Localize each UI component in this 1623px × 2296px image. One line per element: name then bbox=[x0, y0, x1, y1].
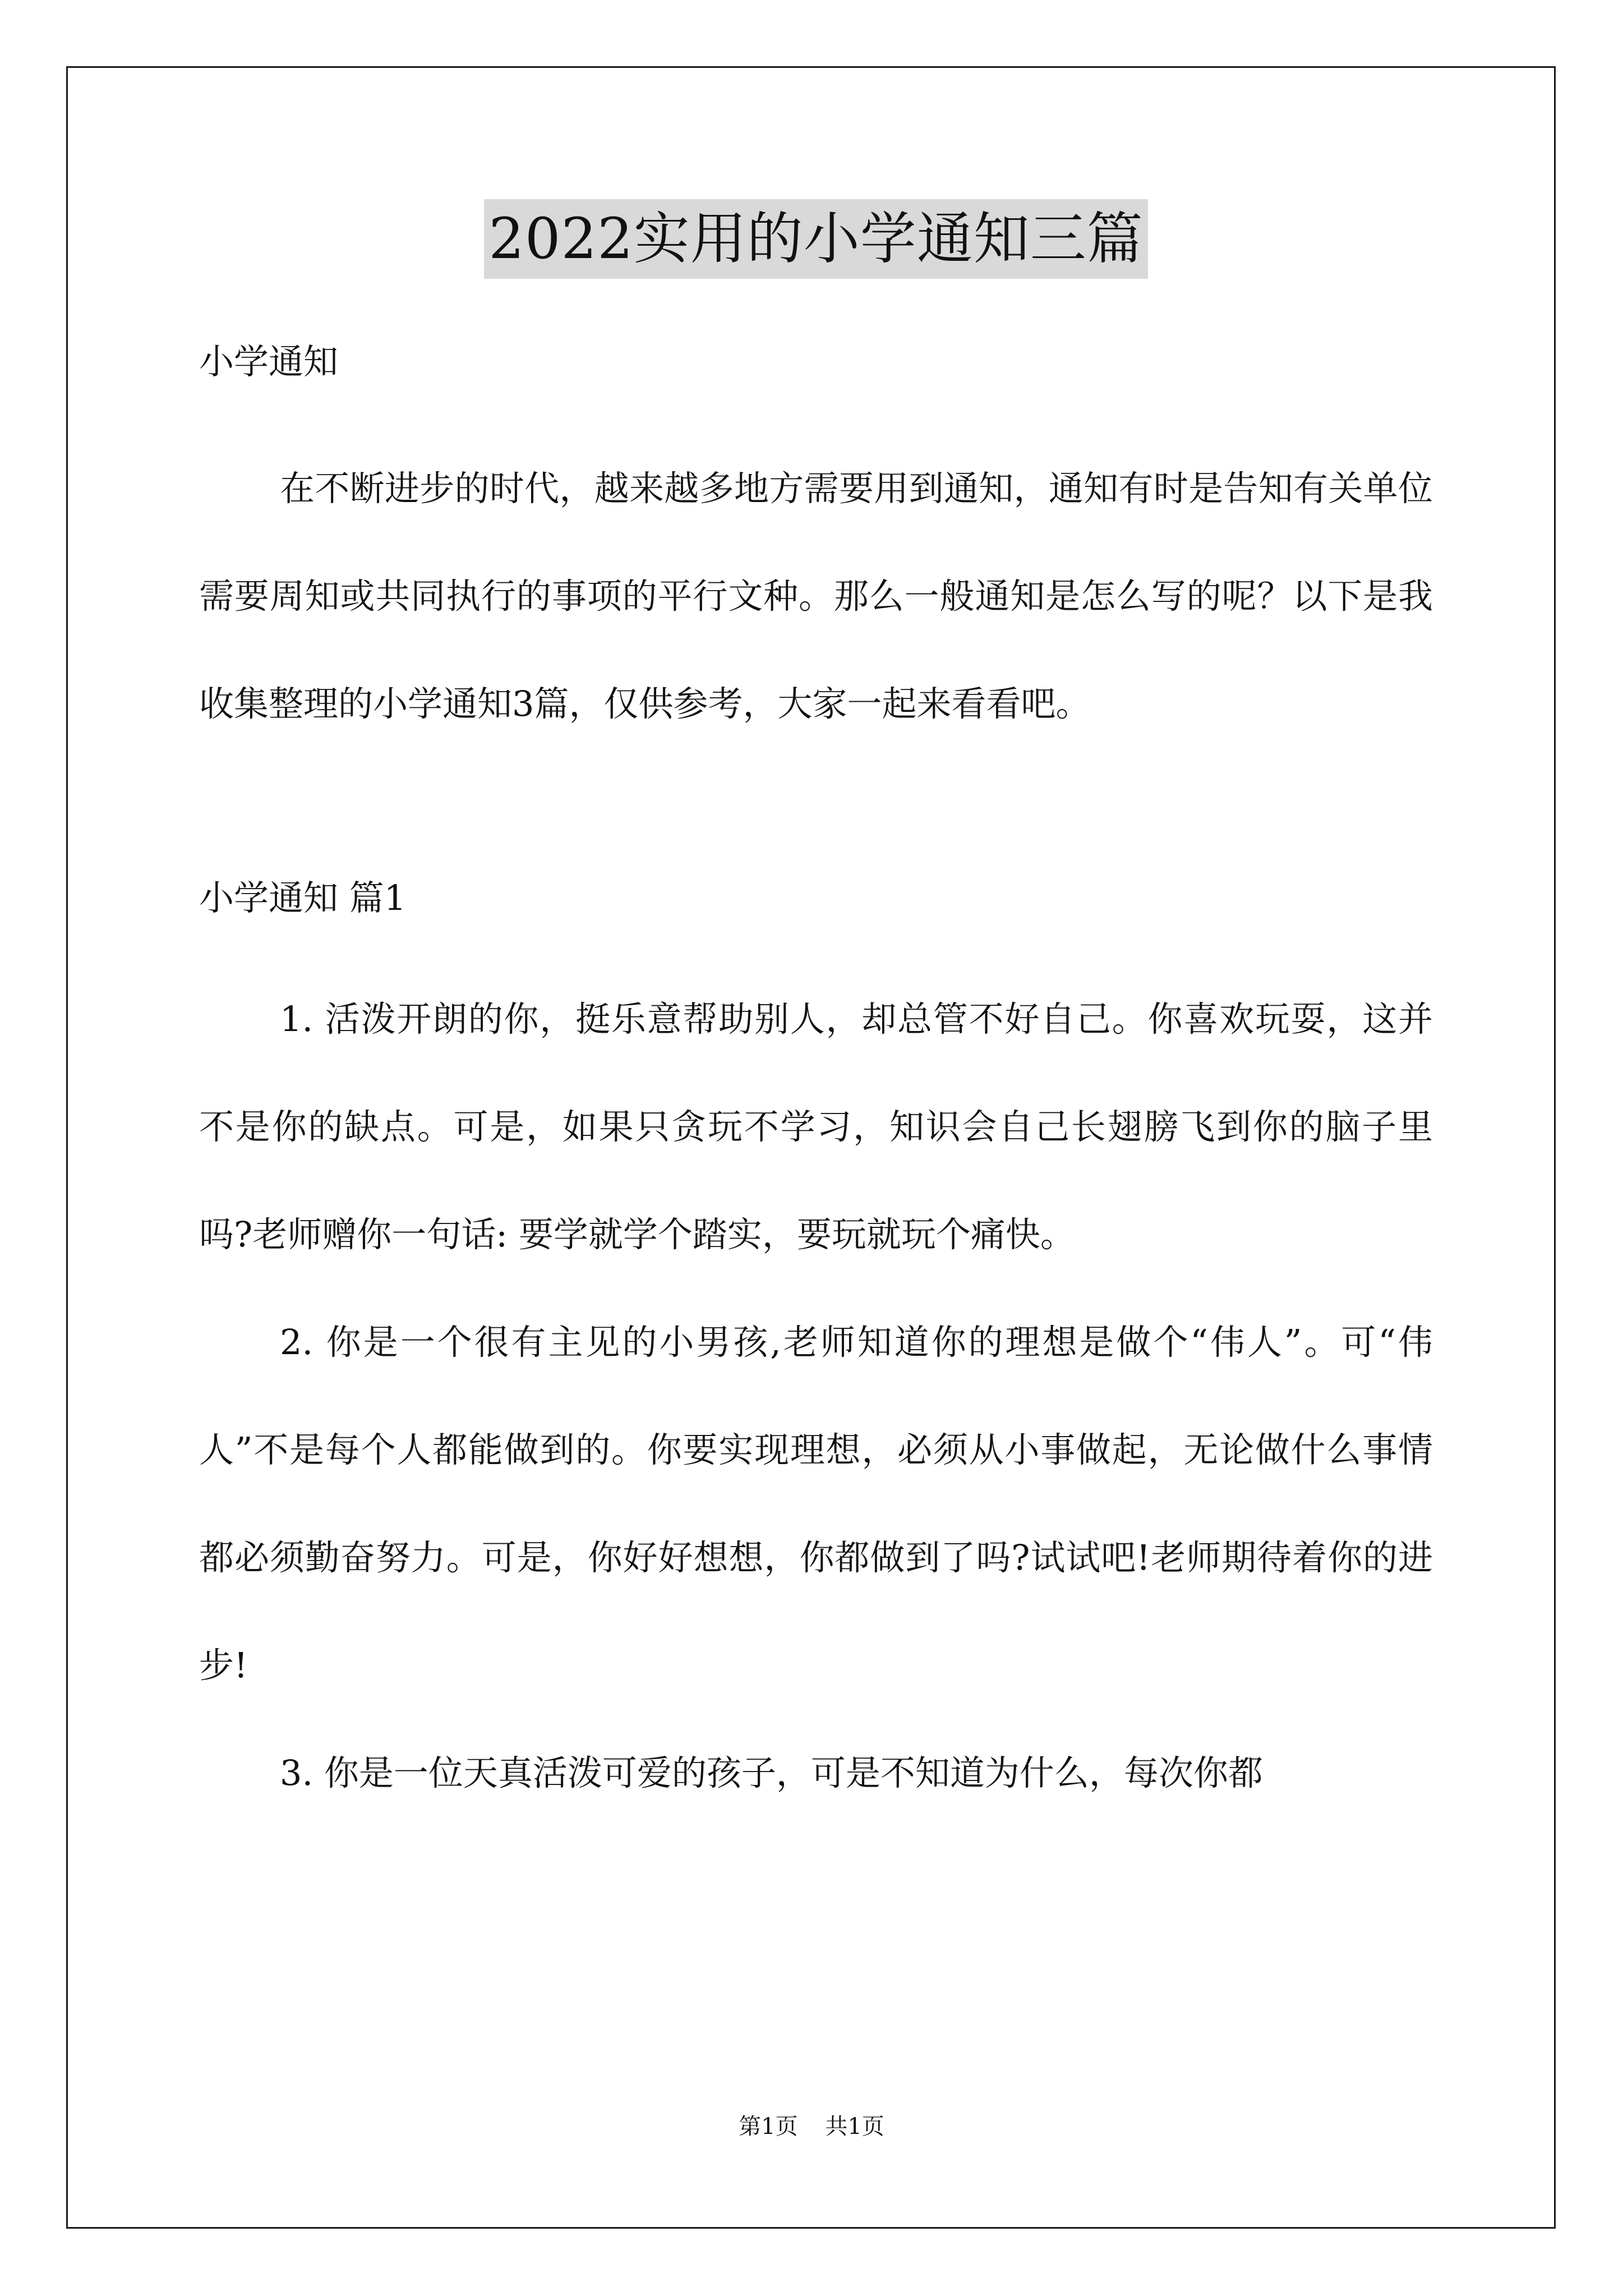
page-footer bbox=[0, 2113, 1623, 2141]
section1-heading: 小学通知 篇1 bbox=[199, 877, 407, 918]
intro-paragraph: 在不断进步的时代，越来越多地方需要用到通知，通知有时是告知有关单位需要周知或共同执行的事项的平行文种。那么一般通知是怎么写的呢？以下是我收集整理的小学通知3篇，仅供参考，大家一起来看看吧。 bbox=[199, 468, 1433, 724]
section-gap bbox=[199, 758, 1433, 876]
intro-heading: 小学通知 bbox=[199, 341, 339, 382]
list-item: 3. 你是一位天真活泼可爱的孩子，可是不知道为什么，每次你都 bbox=[280, 1752, 1263, 1793]
page-number-current: 第1页 bbox=[739, 2114, 798, 2139]
list-item: 2. 你是一个很有主见的小男孩,老师知道你的理想是做个“伟人”。可“伟人”不是每个人都能做到的。你要实现理想，必须从小事做起，无论做什么事情都必须勤奋努力。可是，你好好想想，你都做到了吗?试试吧!老师期待着你的进步! bbox=[199, 1322, 1433, 1686]
document-title: 2022实用的小学通知三篇 bbox=[484, 199, 1148, 279]
document-body bbox=[199, 199, 1433, 1827]
page-number-total: 共1页 bbox=[825, 2114, 884, 2139]
title-wrap bbox=[199, 199, 1433, 283]
list-item: 1. 活泼开朗的你，挺乐意帮助别人，却总管不好自己。你喜欢玩耍，这并不是你的缺点。可是，如果只贪玩不学习，知识会自己长翅膀飞到你的脑子里吗?老师赠你一句话: 要学就学个踏实，要玩就玩个痛快。 bbox=[199, 999, 1433, 1255]
